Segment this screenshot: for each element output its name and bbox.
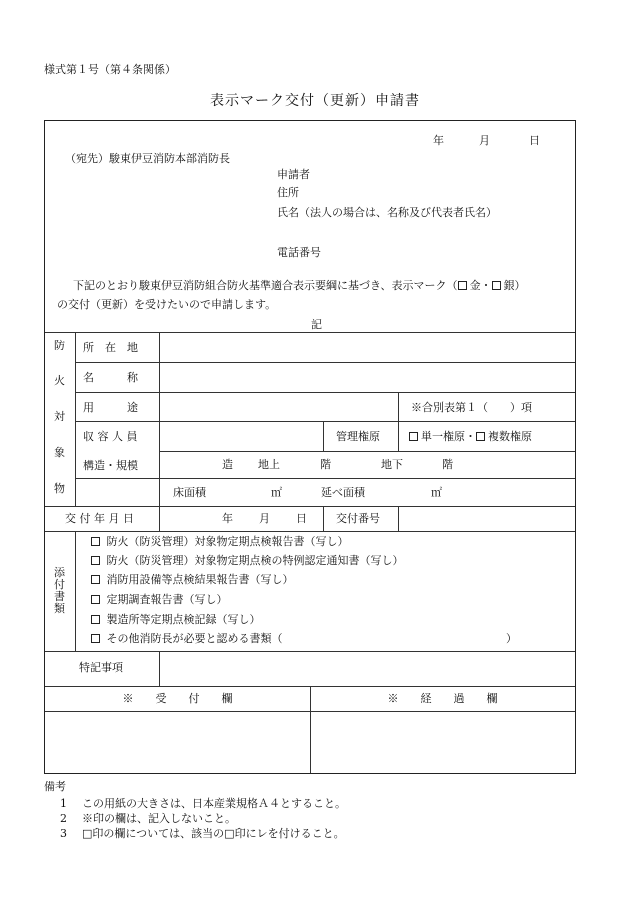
total-area-unit: ㎡ (431, 486, 442, 499)
above-ground: 地上 (258, 458, 280, 471)
usage-note: ※合別表第１（ ）項 (411, 401, 532, 414)
attachment-item: 製造所等定期点検記録（写し） (91, 614, 261, 625)
note-number: 1 (60, 797, 67, 810)
reception-header: ※ 受 付 欄 (122, 692, 233, 705)
notes-title: 備考 (44, 780, 66, 793)
attachment-item: 防火（防災管理）対象物定期点検報告書（写し） (91, 536, 349, 547)
addressee: （宛先）駿東伊豆消防本部消防長 (65, 152, 230, 165)
capacity-label: 収 容 人 員 (83, 430, 138, 443)
authority-label: 管理権原 (336, 430, 380, 443)
issue-day: 日 (296, 512, 307, 525)
note-text: この用紙の大きさは、日本産業規格Ａ４とすること。 (82, 797, 346, 810)
floors-above: 階 (320, 458, 331, 471)
silver-checkbox[interactable] (492, 281, 501, 290)
attachment-checkbox[interactable] (91, 575, 100, 584)
issue-month: 月 (259, 512, 270, 525)
form-title: 表示マーク交付（更新）申請書 (210, 93, 420, 109)
date-day: 日 (529, 134, 540, 147)
object-side-char-1: 防 (54, 339, 65, 352)
multiple-authority-checkbox[interactable] (476, 432, 485, 441)
attachment-item: 防火（防災管理）対象物定期点検の特例認定通知書（写し） (91, 555, 404, 566)
floors-below: 階 (442, 458, 453, 471)
attachment-other-close: ） (506, 632, 517, 645)
attachment-checkbox[interactable] (91, 537, 100, 546)
issue-year: 年 (222, 512, 233, 525)
usage-label: 用 途 (83, 401, 138, 414)
floor-area-unit: ㎡ (271, 486, 282, 499)
note-text: □印の欄については、該当の□印にレを付けること。 (82, 827, 345, 840)
attach-side-char-3: 書 (54, 590, 65, 603)
gold-checkbox[interactable] (458, 281, 467, 290)
attachment-item: 消防用設備等点検結果報告書（写し） (91, 574, 294, 585)
issue-number-label: 交付番号 (336, 512, 380, 525)
application-form (44, 120, 576, 774)
object-side-char-4: 象 (54, 446, 65, 459)
floor-area-label: 床面積 (173, 486, 206, 499)
attachment-checkbox[interactable] (91, 595, 100, 604)
attachment-checkbox[interactable] (91, 556, 100, 565)
date-year: 年 (433, 134, 444, 147)
phone-label: 電話番号 (277, 246, 321, 259)
name-row-label: 名 称 (83, 371, 138, 384)
attachment-checkbox[interactable] (91, 615, 100, 624)
structure-zo: 造 (222, 458, 233, 471)
application-body-line2: の交付（更新）を受けたいので申請します。 (57, 298, 277, 311)
address-label: 住所 (277, 186, 299, 199)
attach-side-char-1: 添 (54, 566, 65, 579)
attachment-item: 定期調査報告書（写し） (91, 594, 228, 605)
form-number: 様式第１号（第４条関係） (44, 63, 176, 76)
name-label: 氏名（法人の場合は、名称及び代表者氏名） (277, 206, 497, 219)
object-side-char-5: 物 (54, 482, 65, 495)
issue-date-label: 交 付 年 月 日 (65, 512, 134, 525)
total-area-label: 延べ面積 (321, 486, 365, 499)
attachment-item: その他消防長が必要と認める書類（ (91, 633, 283, 644)
underground: 地下 (381, 458, 403, 471)
object-side-char-3: 対 (54, 410, 65, 423)
progress-header: ※ 経 過 欄 (387, 692, 498, 705)
authority-options: 単一権原・ 複数権原 (409, 431, 532, 442)
structure-label: 構造・規模 (83, 459, 138, 472)
attach-side-char-4: 類 (54, 602, 65, 615)
ki-label: 記 (311, 318, 322, 331)
applicant-label: 申請者 (277, 168, 310, 181)
attachment-checkbox[interactable] (91, 634, 100, 643)
note-text: ※印の欄は、記入しないこと。 (82, 812, 236, 825)
special-notes-label: 特記事項 (79, 661, 123, 674)
location-label: 所 在 地 (83, 341, 138, 354)
note-number: 2 (60, 812, 67, 825)
note-number: 3 (60, 827, 67, 840)
application-body-line1: 下記のとおり駿東伊豆消防組合防火基準適合表示要綱に基づき、表示マーク（ 金・ 銀） (73, 279, 526, 292)
attach-side-char-2: 付 (54, 578, 65, 591)
single-authority-checkbox[interactable] (409, 432, 418, 441)
object-side-char-2: 火 (54, 374, 65, 387)
date-month: 月 (479, 134, 490, 147)
